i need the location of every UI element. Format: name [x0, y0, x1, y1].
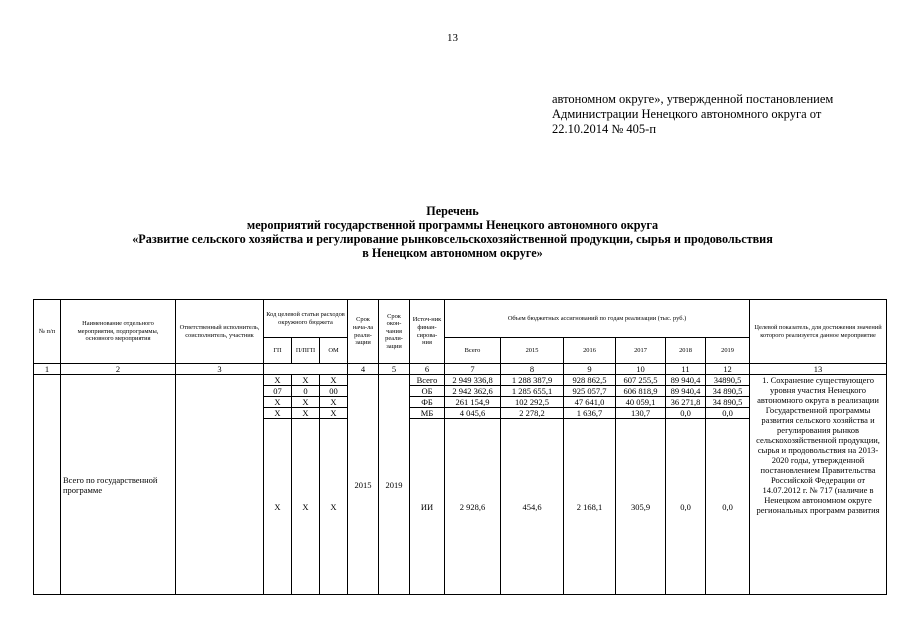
- title-line: мероприятий государственной программы Ненецкого автономного округа: [246, 218, 659, 232]
- column-number-row: [34, 364, 887, 375]
- om-code: Х: [320, 419, 348, 595]
- title-line: «Развитие сельского хозяйства и регулирование рынковсельскохозяйственной продукции, сырья и продовольствия: [132, 232, 773, 246]
- source: ИИ: [410, 419, 445, 595]
- pgp-code: 0: [292, 386, 320, 397]
- col-num: 13: [750, 364, 887, 375]
- header-om: ОМ: [320, 338, 348, 364]
- pgp-code: Х: [292, 408, 320, 419]
- start-year: 2015: [348, 375, 379, 595]
- header-start: Срок нача-ла реали-зации: [348, 300, 379, 364]
- col-num: 11: [666, 364, 706, 375]
- page-number: 13: [447, 32, 458, 44]
- header-gp: ГП: [264, 338, 292, 364]
- amount-2015: 1 285 655,1: [501, 386, 564, 397]
- amount-2018: 0,0: [666, 408, 706, 419]
- col-num: 12: [706, 364, 750, 375]
- amount-2015: 1 288 387,9: [501, 375, 564, 386]
- header-total: Всего: [445, 338, 501, 364]
- header-num: № п/п: [34, 300, 61, 364]
- responsible: [176, 375, 264, 595]
- header-year-2017: 2017: [616, 338, 666, 364]
- header-row: [34, 300, 887, 338]
- reference-text: [552, 92, 833, 137]
- pgp-code: Х: [292, 397, 320, 408]
- col-num: 3: [176, 364, 264, 375]
- header-year-2019: 2019: [706, 338, 750, 364]
- col-num: 6: [410, 364, 445, 375]
- col-num: 7: [445, 364, 501, 375]
- gp-code: Х: [264, 419, 292, 595]
- header-year-2016: 2016: [564, 338, 616, 364]
- header-code: Код целевой статьи расходов окружного бюджета: [264, 300, 348, 338]
- title-line: Перечень: [426, 204, 479, 218]
- col-num-empty: [264, 364, 348, 375]
- amount-2015: 454,6: [501, 419, 564, 595]
- amount-2017: 40 059,1: [616, 397, 666, 408]
- amount-2019: 34 890,5: [706, 397, 750, 408]
- gp-code: 07: [264, 386, 292, 397]
- header-year-2015: 2015: [501, 338, 564, 364]
- source: ФБ: [410, 397, 445, 408]
- amount-2018: 89 940,4: [666, 375, 706, 386]
- amount-2017: 130,7: [616, 408, 666, 419]
- om-code: Х: [320, 408, 348, 419]
- amount-2017: 607 255,5: [616, 375, 666, 386]
- header-responsible: Ответственный исполнитель, соисполнитель, участник: [176, 300, 264, 364]
- om-code: 00: [320, 386, 348, 397]
- source: Всего: [410, 375, 445, 386]
- col-num: 1: [34, 364, 61, 375]
- om-code: Х: [320, 375, 348, 386]
- pgp-code: Х: [292, 375, 320, 386]
- amount-2015: 2 278,2: [501, 408, 564, 419]
- header-end: Срок окон-чания реали-зации: [379, 300, 410, 364]
- gp-code: Х: [264, 408, 292, 419]
- target-indicator: 1. Сохранение существующего уровня участия Ненецкого автономного округа в реализации Государственной программы развития сельского хозяйства и регулирования рынков сельскохозяйственной продукции, сырья и продовольствия на 2013-2020 годы, утвержденной постановлением Правительства Российской Федерации от 14.07.2012 г. № 717 (наличие в Ненецком автономном округе региональных программ развития: [750, 375, 887, 595]
- amount-2016: 47 641,0: [564, 397, 616, 408]
- col-num: 8: [501, 364, 564, 375]
- amount-2019: 34890,5: [706, 375, 750, 386]
- amount-2018: 0,0: [666, 419, 706, 595]
- measures-table: [33, 299, 887, 595]
- gp-code: Х: [264, 375, 292, 386]
- amount-2016: 1 636,7: [564, 408, 616, 419]
- title-line: в Ненецком автономном округе»: [362, 246, 543, 260]
- col-num: 5: [379, 364, 410, 375]
- om-code: Х: [320, 397, 348, 408]
- pgp-code: Х: [292, 419, 320, 595]
- source: МБ: [410, 408, 445, 419]
- col-num: 9: [564, 364, 616, 375]
- amount-2017: 606 818,9: [616, 386, 666, 397]
- col-num: 10: [616, 364, 666, 375]
- amount-2018: 89 940,4: [666, 386, 706, 397]
- amount-2019: 0,0: [706, 408, 750, 419]
- header-name: Наименование отдельного мероприятия, подпрограммы, основного мероприятия: [61, 300, 176, 364]
- amount-2019: 34 890,5: [706, 386, 750, 397]
- header-target: Целевой показатель, для достижения значений которого реализуется данное мероприятие: [750, 300, 887, 364]
- header-source: Источ-ник финан-сирова-ния: [410, 300, 445, 364]
- col-num: 2: [61, 364, 176, 375]
- document-title: [0, 204, 905, 260]
- header-volume: Объем бюджетных ассигнований по годам реализации (тыс. руб.): [445, 300, 750, 338]
- total: 2 949 336,8: [445, 375, 501, 386]
- total: 2 928,6: [445, 419, 501, 595]
- row-num: [34, 375, 61, 595]
- header-year-2018: 2018: [666, 338, 706, 364]
- reference-line: автономном округе», утвержденной постановлением: [552, 92, 834, 106]
- table-row: [34, 375, 887, 386]
- amount-2019: 0,0: [706, 419, 750, 595]
- amount-2016: 2 168,1: [564, 419, 616, 595]
- reference-line: 22.10.2014 № 405-п: [552, 122, 657, 136]
- program-name: Всего по государственной программе: [61, 375, 176, 595]
- gp-code: Х: [264, 397, 292, 408]
- header-pgp: П/ПГП: [292, 338, 320, 364]
- total: 261 154,9: [445, 397, 501, 408]
- source: ОБ: [410, 386, 445, 397]
- amount-2017: 305,9: [616, 419, 666, 595]
- amount-2015: 102 292,5: [501, 397, 564, 408]
- amount-2016: 928 862,5: [564, 375, 616, 386]
- amount-2016: 925 057,7: [564, 386, 616, 397]
- total: 2 942 362,6: [445, 386, 501, 397]
- total: 4 045,6: [445, 408, 501, 419]
- amount-2018: 36 271,8: [666, 397, 706, 408]
- end-year: 2019: [379, 375, 410, 595]
- col-num: 4: [348, 364, 379, 375]
- reference-line: Администрации Ненецкого автономного округа от: [552, 107, 822, 121]
